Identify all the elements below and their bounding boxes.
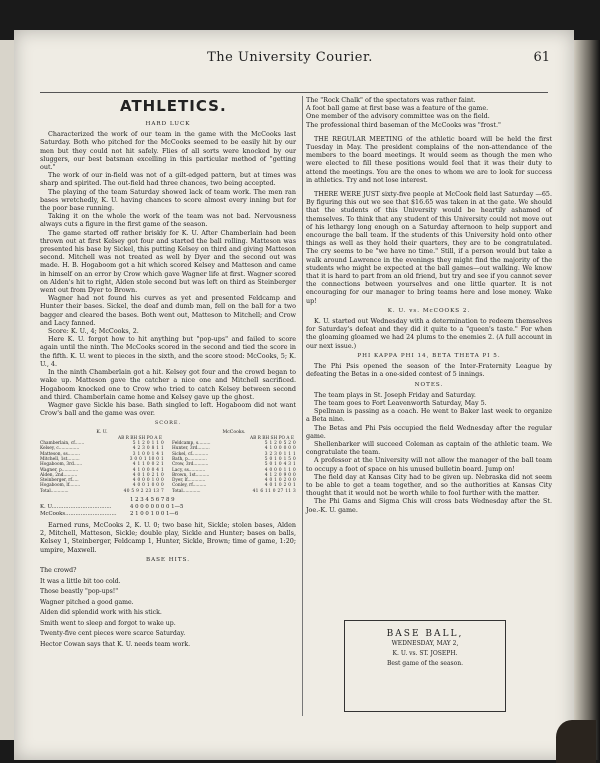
page-number: 61 bbox=[533, 50, 550, 65]
scanner-hand bbox=[556, 720, 596, 763]
ku-vs-mccooks-subhead: K. U. vs. McCOOKS 2. bbox=[387, 307, 471, 314]
article-paragraph: The work of our in-field was not of a gilt-edged pattern, but at times was sharp and spirited. The out-field had three chances, two being accepted. bbox=[40, 171, 296, 188]
list-item: Smith went to sleep and forgot to wake up. bbox=[40, 619, 176, 627]
table-row: Chamberlain, cf....... 5 1 2 0 1 1 0 bbox=[40, 441, 164, 447]
page-header bbox=[30, 50, 550, 68]
innings-score bbox=[40, 497, 296, 518]
note-line: The "Rock Chalk" of the spectators was rather faint. bbox=[306, 96, 476, 104]
list-item: Wagner pitched a good game. bbox=[40, 598, 134, 606]
base-hits-list bbox=[40, 566, 296, 650]
list-item: It was a little bit too cold. bbox=[40, 577, 121, 585]
table-row: Kelsey, c............... 4 2 3 0 8 1 1 bbox=[40, 446, 164, 452]
table-row: Hogaboom, 3rd...... 4 1 1 0 0 2 1 bbox=[40, 462, 164, 468]
ad-date: WEDNESDAY, MAY 2, bbox=[391, 640, 459, 647]
article-paragraph: In the ninth Chamberlain got a hit. Kelsey got four and the crowd began to wake up. Matteson gave the catcher a nice one and Mitchell sacrificed. Hogaboom knocked one to Crow who tried to catch Kelsey between second and third. Chamberlain came home and Kelsey gave up the ghost. bbox=[40, 368, 296, 401]
table-row: Crow, 3rd........... 5 0 1 0 4 3 1 bbox=[172, 462, 296, 468]
article-paragraph: Characterized the work of our team in the game with the McCooks last Saturday. Both who pitched for the McCooks seemed to be easily hit by our men but they could not hit safely. Flies of all sorts were knocked by our sluggers, our best batsman excelling in this particular method of "getting out." bbox=[40, 130, 296, 172]
column-divider bbox=[302, 96, 303, 716]
list-item: The Phi Gams and Sigma Chis will cross bats Wednesday after the St. Joe.-K. U. game. bbox=[306, 497, 552, 514]
article-paragraph: The Phi Psis opened the season of the Inter-Fraternity League by defeating the Betas in a one-sided contest of 5 innings. bbox=[306, 362, 552, 379]
right-column bbox=[306, 96, 552, 514]
table-total-row: Total............. 41 6 11 0 27 11 3 bbox=[172, 488, 296, 494]
baseball-advertisement bbox=[344, 620, 506, 712]
table-row: Dyer, lf............. 4 0 1 0 2 0 0 bbox=[172, 478, 296, 484]
list-item: The field day at Kansas City had to be given up. Nebraska did not seem to be able to get a team together, and so the authorities at Kansas City thought that it would not be worth while to fool further with the matter. bbox=[306, 472, 552, 498]
table-total-row: Total............. 40 5 9 2 23 13 7 bbox=[40, 488, 164, 494]
note-line: The professional third baseman of the McCooks was "frost." bbox=[306, 120, 501, 129]
meeting-paragraph: THE REGULAR MEETING of the athletic board will be held the first Tuesday in May. The president complains of the non-attendance of the members to the board meetings. It would seem as though the men who were elected to fill these positions would feel that it was their duty to attend the meetings. You are the ones to whom we are to look for success in athletics. Try and not lose interest. bbox=[306, 134, 552, 184]
mccooks-box-score bbox=[172, 430, 296, 495]
list-item: Alden did splendid work with his stick. bbox=[40, 609, 162, 617]
left-column bbox=[40, 96, 296, 650]
innings-row-ku: K. U................................... 4 0 0 0 0 0 0 0 1—5 bbox=[40, 504, 184, 511]
header-rule bbox=[40, 92, 548, 93]
note-line: A foot ball game at first base was a feature of the game. bbox=[306, 104, 489, 113]
table-row: Sickel, cf............ 3 2 3 0 1 1 1 bbox=[172, 451, 296, 457]
attendance-paragraph: THERE WERE JUST sixty-five people at McCook field last Saturday —65. By figuring this out we see that $16.65 was taken in at the gate. We should that the students of this University would be heartily ashamed of themselves. To think that any student of this University could not move out of his lethargy long enough on a Saturday afternoon to help support and encourage the ball team. If the students of this University hold onto other things as well as they hold their quarters, they are to be congratulated. The cry seems to be "we have no time." Still, if a person would but take a walk around Lawrence in the evenings they might find the majority of the students who might be expected at the ball games—out walking. We know that it is hard to part from an old friend, but try and see if you cannot sever the connections between yourselves and one little quarter. It is not encouraging for our manager to bring teams here and lose money. Wake up! bbox=[306, 190, 552, 305]
phi-kappa-subhead: PHI KAPPA PHI 14, BETA THETA PI 5. bbox=[357, 352, 501, 359]
article-paragraph: The game started off rather briskly for K. U. After Chamberlain had been thrown out at first Kelsey got four and started the ball rolling. Matteson was presented his base by Sickel, this putting Kelsey on third and giving Matteson second. Mitchell was not treated as well by Dyer and the second out was made. H. B. Hogaboom got a hit which scored Kelsey and Matteson and came in himself on an error by Crow which gave Wagner life at first. Wagner scored on Alden's hit to right, Alden stole second but was left on third as Steinberger went out from Dyer to Brown. bbox=[40, 228, 296, 295]
list-item: Those beastly "pop-ups!" bbox=[40, 588, 119, 596]
article-paragraph: Wagner gave Sickle his base. Bath singled to left. Hogaboom did not want Crow's ball and the game was over. bbox=[40, 400, 296, 418]
article-paragraph: Taking it on the whole the work of the team was not bad. Nervousness always cuts a figure in the first game of the season. bbox=[40, 212, 296, 229]
table-row: Steinberger, rf..... 4 0 0 0 1 0 0 bbox=[40, 478, 164, 484]
list-item: Spellman is passing as a coach. He went to Baker last week to organize a Beta nine. bbox=[306, 407, 552, 424]
ku-table-title: K. U. bbox=[96, 429, 108, 435]
list-item: The crowd? bbox=[40, 567, 77, 575]
publication-title: The University Courier. bbox=[207, 50, 373, 65]
article-paragraph: Score: K. U., 4; McCooks, 2. bbox=[48, 327, 139, 336]
list-item: The Betas and Phi Psis occupied the field Wednesday after the regular game. bbox=[306, 423, 552, 440]
mccooks-table-title: McCooks. bbox=[222, 429, 246, 435]
table-row: Hogaboom, lf........ 4 0 0 1 0 0 0 bbox=[40, 483, 164, 489]
table-row: Alden, 2nd.......... 4 0 1 0 2 1 0 bbox=[40, 472, 164, 478]
list-item: Hector Cowan says that K. U. needs team work. bbox=[40, 640, 191, 648]
table-row: Mitchell, 1st......... 3 0 0 1 10 0 1 bbox=[40, 457, 164, 462]
athletics-heading: ATHLETICS. bbox=[120, 97, 227, 115]
mccooks-table-columns: AB R BH SH PO A E bbox=[250, 435, 294, 441]
innings-header: 1 2 3 4 5 6 7 8 9 bbox=[130, 497, 175, 504]
article-paragraph: K. U. started out Wednesday with a determination to redeem themselves for Saturday's defeat and they did it quite to a "queen's taste." For when the gloaming gloamed we had 24 plums to the enemies 2. (A full account in our next issue.) bbox=[306, 317, 552, 350]
ad-teams: K. U. vs. ST. JOSEPH. bbox=[392, 650, 458, 657]
list-item: A professor at the University will not allow the manager of the ball team to occupy a foot of space on his unused bulletin board. Jump on! bbox=[306, 456, 552, 473]
ad-title: BASE BALL, bbox=[386, 629, 464, 639]
article-paragraph: Here K. U. forgot how to hit anything but "pop-ups" and failed to score again until the ninth. The McCooks scored in the second and tied the score in the fifth. K. U. went to pieces in the sixth, and the score stood: McCooks, 5; K. U., 4. bbox=[40, 335, 296, 368]
hard-luck-subhead: HARD LUCK bbox=[145, 121, 191, 127]
table-row: Brown, 1st.......... 4 1 2 0 9 0 0 bbox=[172, 472, 296, 478]
innings-row-mccooks: McCooks.............................. 2 1 0 0 1 0 0 1—6 bbox=[40, 511, 179, 518]
left-page-edge bbox=[0, 40, 14, 740]
table-row: Wagner, p............ 4 1 0 0 0 4 1 bbox=[40, 467, 164, 473]
score-title: SCORE. bbox=[154, 420, 182, 427]
table-row: Bath, p.............. 5 0 1 0 1 5 0 bbox=[172, 457, 296, 462]
table-row: Hunter, 3rd......... 4 1 0 0 0 0 0 bbox=[172, 446, 296, 452]
ku-box-score bbox=[40, 430, 164, 495]
article-paragraph: Wagner had not found his curves as yet and presented Feldcamp and Hunter their bases. Sickel, the deaf and dumb man, fell on the ball for a two bagger and cleared the bases. Both went out, Matteson to Mitchell; and Crow and Lacy fanned. bbox=[40, 294, 296, 327]
list-item: The team goes to Fort Leavenworth Saturday, May 5. bbox=[314, 398, 487, 407]
ad-tagline: Best game of the season. bbox=[386, 660, 464, 667]
table-row: Feldcamp, s......... 5 1 2 0 5 2 0 bbox=[172, 441, 296, 447]
notes-subhead: NOTES. bbox=[414, 381, 444, 388]
table-row: Lacy, ss............ 4 0 0 0 1 1 0 bbox=[172, 467, 296, 473]
list-item: Twenty-five cent pieces were scarce Saturday. bbox=[40, 630, 186, 638]
table-row: Conley, rf.......... 4 0 1 0 2 0 1 bbox=[172, 483, 296, 489]
list-item: Shellenbarker will succeed Coleman as captain of the athletic team. We congratulate the team. bbox=[306, 439, 552, 457]
table-row: Matteson, ss......... 3 1 0 0 1 4 1 bbox=[40, 451, 164, 457]
box-score bbox=[40, 430, 296, 495]
base-hits-subhead: BASE HITS. bbox=[145, 556, 191, 563]
note-line: One member of the advisory committee was on the field. bbox=[306, 112, 490, 121]
list-item: The team plays in St. Joseph Friday and Saturday. bbox=[314, 390, 476, 399]
article-paragraph: The playing of the team Saturday showed lack of team work. The men ran bases wretchedly, K. U. having chances to score almost every inning but for the poor base running. bbox=[40, 187, 296, 213]
page-stack-edge bbox=[574, 40, 600, 760]
game-summary: Earned runs, McCooks 2, K. U. 0; two base hit, Sickle; stolen bases, Alden 2, Mitchell, Matteson, Sickle; double play, Sickle and Hunter; bases on balls, Kelsey 1, Steinberger, Feldcamp 1, Hunter, Sickle, Brown; time of game, 1:20; umpire, Maxwell. bbox=[40, 521, 296, 554]
ku-table-columns: AB R BH SH PO A E bbox=[118, 435, 162, 441]
